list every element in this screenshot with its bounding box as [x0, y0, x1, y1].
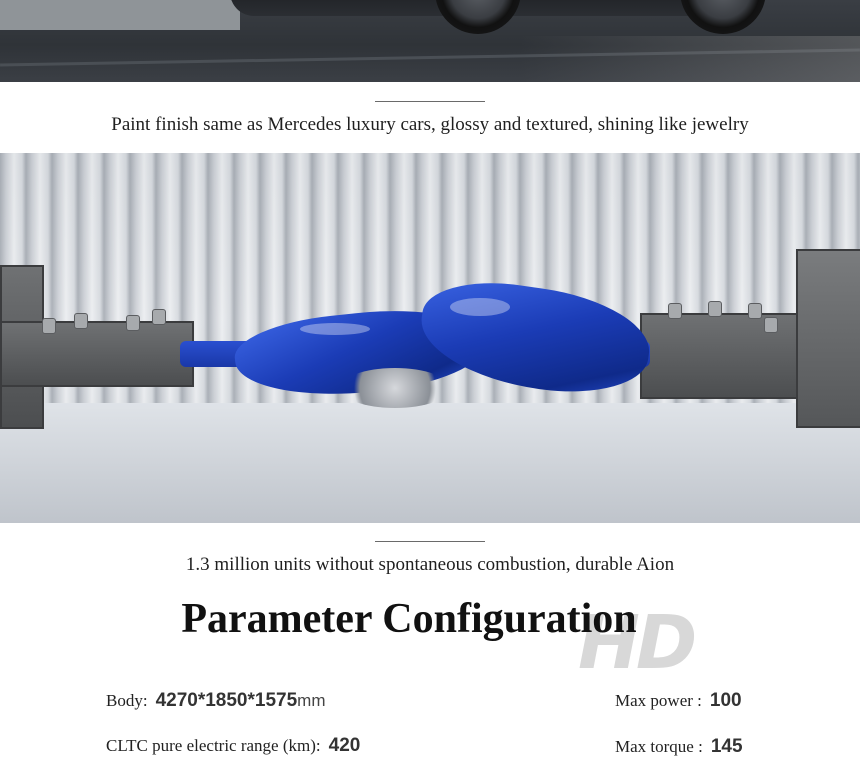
right-clamp-plate [796, 249, 860, 428]
param-value: 100 [709, 690, 742, 711]
bolt [764, 317, 778, 333]
divider-line [375, 541, 485, 542]
bolt [668, 303, 682, 319]
param-value: 420 [328, 735, 361, 756]
param-max-power [615, 690, 742, 712]
torsion-test-photo [0, 153, 860, 523]
right-clamp-jaw [640, 313, 814, 399]
front-wheel [435, 0, 521, 34]
param-label: Max power : [615, 691, 702, 710]
rear-wheel [680, 0, 766, 34]
left-clamp-jaw [0, 321, 194, 387]
bolt [74, 313, 88, 329]
param-range [106, 735, 360, 757]
sidewalk [0, 0, 240, 30]
param-label: CLTC pure electric range (km): [106, 736, 321, 755]
floor [0, 403, 860, 523]
car-photo [0, 0, 860, 82]
section-heading: Parameter Configuration [181, 596, 637, 642]
bolt [708, 301, 722, 317]
crumpled-section [340, 368, 450, 408]
watermark-logo: HD [578, 600, 694, 686]
param-value: 4270*1850*1575 [155, 690, 298, 711]
light-patch [520, 36, 860, 82]
param-value: 145 [710, 736, 743, 757]
divider-line [375, 101, 485, 102]
param-body [106, 690, 325, 712]
bolt [748, 303, 762, 319]
bolt [42, 318, 56, 334]
param-label: Max torque : [615, 737, 703, 756]
bolt [152, 309, 166, 325]
safety-caption: 1.3 million units without spontaneous combustion, durable Aion [185, 554, 675, 575]
highlight [300, 323, 370, 335]
param-unit: mm [297, 691, 326, 710]
param-label: Body: [106, 691, 148, 710]
bolt [126, 315, 140, 331]
highlight [450, 298, 510, 316]
param-max-torque [615, 736, 743, 758]
paint-caption: Paint finish same as Mercedes luxury cars, glossy and textured, shining like jewelry [111, 114, 749, 135]
